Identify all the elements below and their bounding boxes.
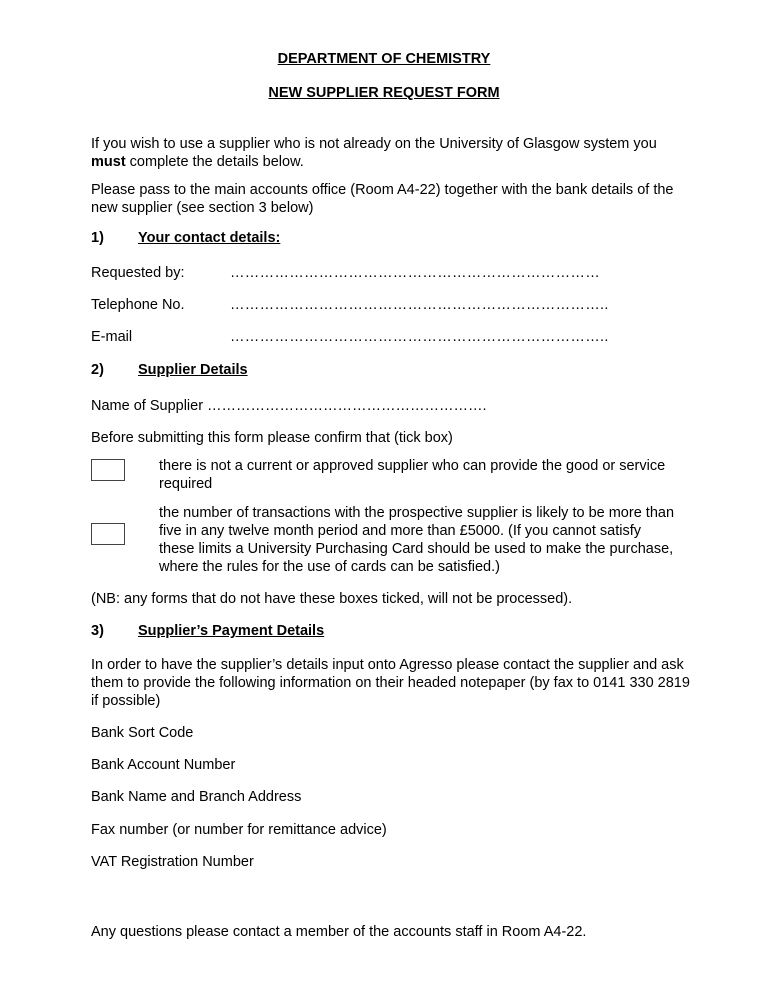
nb-note: (NB: any forms that do not have these boxes ticked, will not be processed). bbox=[91, 591, 573, 607]
intro-paragraph-1 bbox=[91, 135, 691, 171]
checkbox2-text: the number of transactions with the prospective supplier is likely to be more than five in any twelve month period and more than £5000. (If you cannot satisfy these limits a University Purchasing Card should be used to make the purchase, where the rules for the use of cards can be satisfied.) bbox=[159, 505, 675, 575]
requested-by-label: Requested by: bbox=[91, 265, 185, 281]
section1-heading: Your contact details: bbox=[138, 230, 281, 246]
section2-number: 2) bbox=[91, 362, 104, 378]
department-title: DEPARTMENT OF CHEMISTRY bbox=[277, 51, 491, 67]
vat-registration-item: VAT Registration Number bbox=[91, 854, 254, 870]
section3-number: 3) bbox=[91, 623, 104, 639]
intro-paragraph-2: Please pass to the main accounts office (Room A4-22) together with the bank details of the new supplier (see section 3 below) bbox=[91, 182, 674, 216]
section3-heading: Supplier’s Payment Details bbox=[138, 623, 325, 639]
checkbox1-text: there is not a current or approved supplier who can provide the good or service required bbox=[159, 458, 666, 492]
email-field[interactable]: ………………………………………………………………….. bbox=[230, 329, 609, 345]
telephone-label: Telephone No. bbox=[91, 297, 185, 313]
payment-instructions: In order to have the supplier’s details input onto Agresso please contact the supplier and ask them to provide the following information on their headed notepaper (by fax to 0141 330 2819 if possible) bbox=[91, 657, 690, 709]
intro-text-after: complete the details below. bbox=[125, 154, 304, 170]
intro-text-bold: must bbox=[91, 154, 126, 170]
bank-account-number-item: Bank Account Number bbox=[91, 757, 236, 773]
intro-text-before: If you wish to use a supplier who is not already on the University of Glasgow system you bbox=[91, 136, 657, 152]
confirm-intro: Before submitting this form please confirm that (tick box) bbox=[91, 430, 453, 446]
telephone-field[interactable]: ………………………………………………………………….. bbox=[230, 297, 609, 313]
section1-number: 1) bbox=[91, 230, 104, 246]
checkbox-no-current-supplier[interactable] bbox=[91, 459, 125, 481]
bank-sort-code-item: Bank Sort Code bbox=[91, 725, 194, 741]
form-title: NEW SUPPLIER REQUEST FORM bbox=[268, 85, 500, 101]
fax-number-item: Fax number (or number for remittance advice) bbox=[91, 822, 387, 838]
requested-by-field[interactable]: ………………………………………………………………… bbox=[230, 265, 600, 281]
bank-name-address-item: Bank Name and Branch Address bbox=[91, 789, 302, 805]
name-of-supplier-field[interactable]: Name of Supplier …………………………………………………. bbox=[91, 398, 487, 414]
questions-footer: Any questions please contact a member of the accounts staff in Room A4-22. bbox=[91, 924, 587, 940]
checkbox-transaction-limits[interactable] bbox=[91, 523, 125, 545]
section2-heading: Supplier Details bbox=[138, 362, 248, 378]
email-label: E-mail bbox=[91, 329, 133, 345]
